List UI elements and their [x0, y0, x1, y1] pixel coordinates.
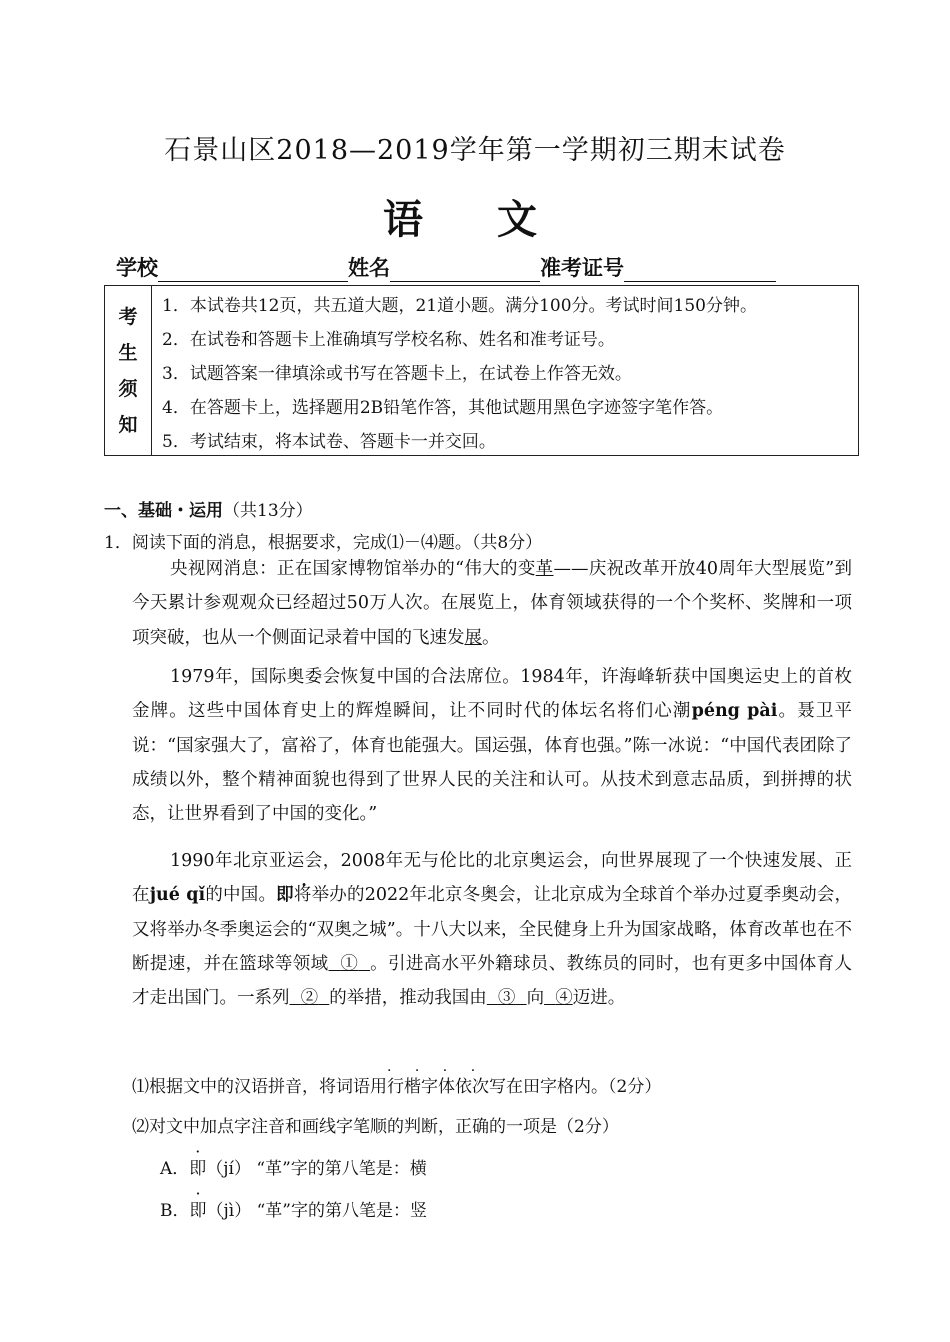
notice-item: 1．本试卷共12页，共五道大题，21道小题。满分100分。考试时间150分钟。 [162, 296, 757, 316]
exam-title: 石景山区2018—2019学年第一学期初三期末试卷 [164, 135, 786, 166]
question-1-stem: 1．阅读下面的消息，根据要求，完成⑴－⑷题。（共8分） [104, 533, 543, 553]
blank-3: ③ [497, 988, 516, 1009]
name-label: 姓名 [348, 255, 390, 280]
sub-question-2: ⑵对文中加点字注音和画线字笔顺的判断，正确的一项是（2分） [132, 1117, 619, 1137]
notice-item: 2．在试卷和答题卡上准确填写学校名称、姓名和准考证号。 [162, 330, 615, 350]
blank-4: ④ [555, 988, 573, 1009]
id-blank[interactable] [624, 257, 776, 282]
dotted-char: 即 [276, 885, 294, 906]
option-b[interactable]: B．即（jì） “革”字的第八笔是：竖 [160, 1201, 427, 1221]
school-blank[interactable] [158, 257, 348, 282]
passage-paragraph-3: 1990年北京亚运会，2008年无与伦比的北京奥运会，向世界展现了一个快速发展、正在jué qǐ的中国。即将举办的2022年北京冬奥会，让北京成为全球首个举办过夏季奥动会，又将举办冬季奥运会的“双奥之城”。十八大以来，全民健身上升为国家战略，体育改革也在不断提速，并在篮球等领域 ① 。引进高水平外籍球员、教练员的同时，也有更多中国体育人才走出国门。一系列 ② 的举措，推动我国由 ③ 向 ④迈进。 [132, 851, 853, 1009]
section-heading: 一、基础・运用（共13分） [104, 501, 313, 521]
subject-title: 语 文 [383, 196, 567, 243]
pinyin: péng pài [691, 701, 778, 722]
underlined-char: 展 [464, 627, 482, 648]
id-label: 准考证号 [540, 255, 624, 280]
notice-item: 3．试题答案一律填涂或书写在答题卡上，在试卷上作答无效。 [162, 364, 632, 384]
underlined-char: 革 [535, 559, 554, 579]
notice-item: 5．考试结束，将本试卷、答题卡一并交回。 [162, 432, 496, 452]
pinyin: jué qǐ [149, 885, 206, 906]
dotted-text: 行楷字体 · · · · [387, 1063, 485, 1097]
blank-1: ① [340, 953, 359, 974]
sub-question-1: ⑴根据文中的汉语拼音，将词语用行楷字体 · · · · 依次写在田字格内。（2分） [132, 1063, 662, 1097]
option-a[interactable]: A．即（jí） “革”字的第八笔是：横 [160, 1159, 427, 1179]
notice-item: 4．在答题卡上，选择题用2B铅笔作答，其他试题用黑色字迹签字笔作答。 [162, 398, 724, 418]
passage-paragraph-2: 1979年，国际奥委会恢复中国的合法席位。1984年，许海峰斩获中国奥运史上的首枚金牌。这些中国体育史上的辉煌瞬间，让不同时代的体坛名将们心潮péng pài。聂卫平说：“国家强大了，富裕了，体育也能强大。国运强，体育也强。”陈一冰说：“中国代表团除了成绩以外，整个精神面貌也得到了世界人民的关注和认可。从技术到意志品质，到拼搏的状态，让世界看到了中国的变化。” [132, 667, 853, 825]
dotted-char: 即 [189, 1159, 207, 1179]
school-label: 学校 [116, 255, 158, 280]
dotted-char: 即 [189, 1201, 207, 1221]
candidate-notice-box [104, 285, 859, 456]
passage-paragraph-1: 央视网消息：正在国家博物馆举办的“伟大的变革——庆祝改革开放40周年大型展览”到今天累计参观观众已经超过50万人次。在展览上，体育领域获得的一个个奖杯、奖牌和一项项突破，也从一个侧面记录着中国的飞速发展。 [132, 559, 853, 648]
candidate-info-line [116, 252, 776, 282]
notice-heading: 考 生 须 知 [105, 286, 152, 455]
notice-items [152, 286, 757, 455]
name-blank[interactable] [390, 257, 540, 282]
blank-2: ② [300, 988, 319, 1009]
